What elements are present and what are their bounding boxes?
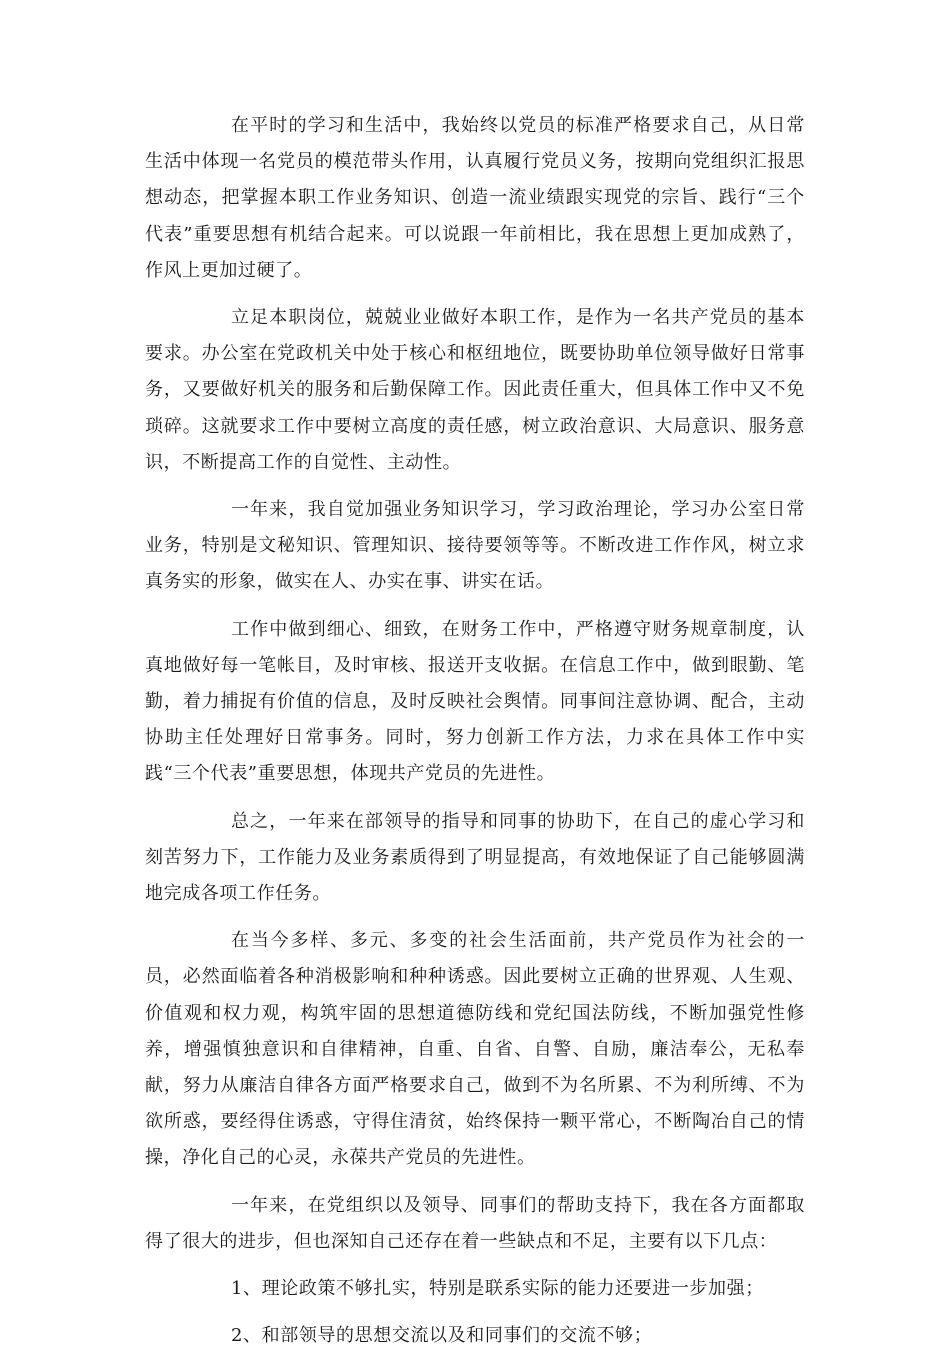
list-item: 1、理论政策不够扎实，特别是联系实际的能力还要进一步加强；	[231, 1278, 764, 1300]
list-item: 2、和部领导的思想交流以及和同事们的交流不够；	[231, 1325, 653, 1347]
paragraph: 立足本职岗位，兢兢业业做好本职工作，是作为一名共产党员的基本要求。办公室在党政机关中处于核心和枢纽地位，既要协助单位领导做好日常事务，又要做好机关的服务和后勤保障工作。因此责任重大，但具体工作中又不免琐碎。这就要求工作中要树立高度的责任感，树立政治意识、大局意识、服务意识，不断提高工作的自觉性、主动性。	[145, 307, 805, 473]
paragraph: 工作中做到细心、细致，在财务工作中，严格遵守财务规章制度，认真地做好每一笔帐目，及时审核、报送开支收据。在信息工作中，做到眼勤、笔勤，着力捕捉有价值的信息，及时反映社会舆情。同事间注意协调、配合，主动协助主任处理好日常事务。同时，努力创新工作方法，力求在具体工作中实践“三个代表”重要思想，体现共产党员的先进性。	[145, 618, 805, 785]
paragraph: 在当今多样、多元、多变的社会生活面前，共产党员作为社会的一员，必然面临着各种消极影响和种种诱惑。因此要树立正确的世界观、人生观、价值观和权力观，构筑牢固的思想道德防线和党纪国法防线，不断加强党性修养，增强慎独意识和自律精神，自重、自省、自警、自励，廉洁奉公，无私奉献，努力从廉洁自律各方面严格要求自己，做到不为名所累、不为利所缚、不为欲所惑，要经得住诱惑，守得住清贫，始终保持一颗平常心，不断陶冶自己的情操，净化自己的心灵，永葆共产党员的先进性。	[145, 930, 805, 1169]
paragraph: 在平时的学习和生活中，我始终以党员的标准严格要求自己，从日常生活中体现一名党员的模范带头作用，认真履行党员义务，按期向党组织汇报思想动态，把掌握本职工作业务知识、创造一流业绩跟实现党的宗旨、践行“三个代表”重要思想有机结合起来。可以说跟一年前相比，我在思想上更加成熟了，作风上更加过硬了。	[145, 115, 805, 281]
paragraph: 总之，一年来在部领导的指导和同事的协助下，在自己的虚心学习和刻苦努力下，工作能力及业务素质得到了明显提高，有效地保证了自己能够圆满地完成各项工作任务。	[145, 810, 805, 905]
document-body	[145, 108, 805, 1366]
paragraph: 一年来，我自觉加强业务知识学习，学习政治理论，学习办公室日常业务，特别是文秘知识、管理知识、接待要领等等。不断改进工作作风，树立求真务实的形象，做实在人、办实在事、讲实在话。	[145, 499, 805, 593]
paragraph: 一年来，在党组织以及领导、同事们的帮助支持下，我在各方面都取得了很大的进步，但也深知自己还存在着一些缺点和不足，主要有以下几点：	[145, 1194, 805, 1252]
